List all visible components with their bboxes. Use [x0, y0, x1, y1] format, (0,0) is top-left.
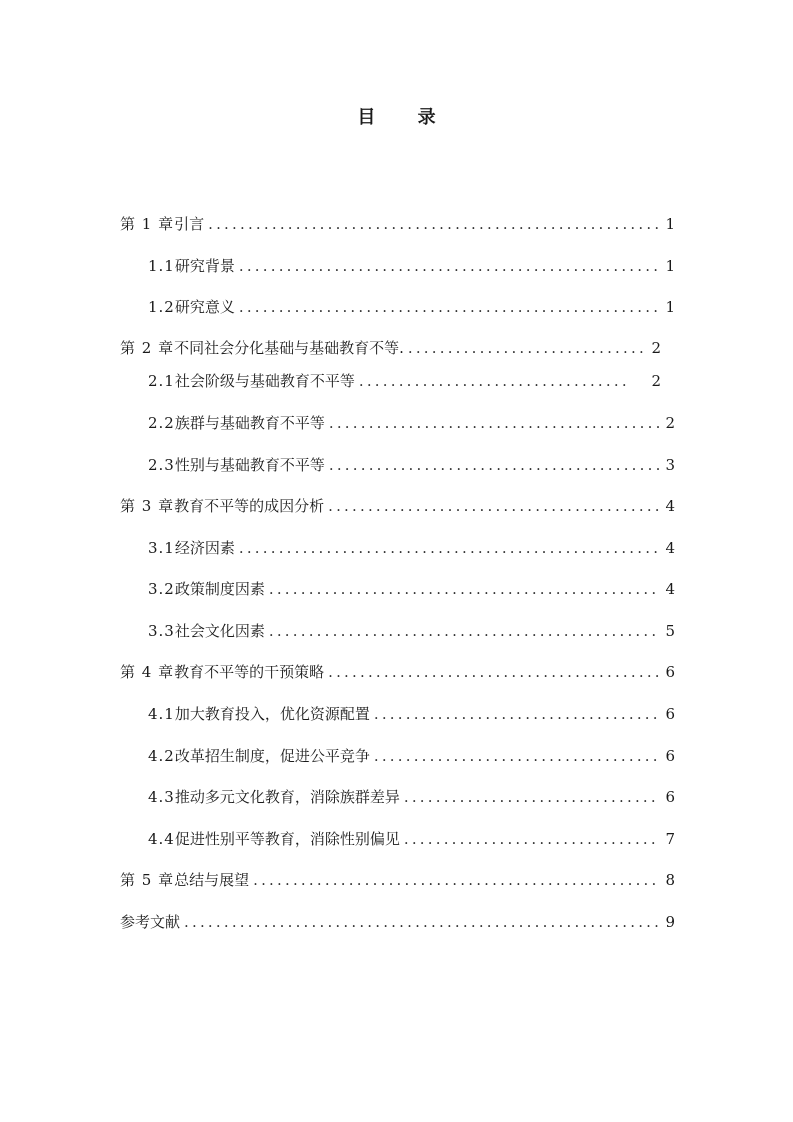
dot-leader — [328, 660, 659, 684]
toc-entry-section-3-1[interactable] — [148, 536, 675, 560]
dot-leader — [408, 336, 645, 360]
dot-leader — [208, 212, 659, 236]
toc-entry-section-3-2[interactable] — [148, 577, 675, 601]
dot-leader — [329, 453, 659, 477]
toc-entry-label: 引言 — [174, 215, 205, 233]
toc-entry-chapter-1[interactable] — [120, 212, 675, 236]
toc-entry-label: 推动多元文化教育，消除族群差异 — [174, 788, 400, 806]
toc-entry-label: 促进性别平等教育，消除性别偏见 — [174, 830, 400, 848]
toc-entry-page: 2 — [651, 372, 661, 390]
toc-entry-page: 1 — [665, 215, 675, 233]
toc-entry-page: 1 — [665, 257, 675, 275]
toc-entry-number: 第 2 章 — [120, 339, 175, 357]
toc-entry-section-4-2[interactable] — [148, 744, 675, 768]
toc-entry-references[interactable] — [120, 910, 675, 934]
toc-entry-label: 社会阶级与基础教育不平等 — [174, 372, 355, 390]
toc-entry-label: 经济因素 — [174, 539, 235, 557]
toc-entry-page: 1 — [665, 298, 675, 316]
dot-leader — [239, 536, 659, 560]
toc-entry-number: 1.1 — [148, 257, 175, 275]
toc-entry-number: 4.1 — [148, 705, 175, 723]
toc-entry-page: 4 — [665, 580, 675, 598]
toc-entry-number: 第 3 章 — [120, 497, 175, 515]
toc-entry-number: 2.2 — [148, 414, 175, 432]
dot-leader — [328, 494, 659, 518]
toc-entry-label: 社会文化因素 — [174, 622, 265, 640]
toc-entry-label: 改革招生制度，促进公平竞争 — [174, 747, 370, 765]
toc-entry-label: 加大教育投入，优化资源配置 — [174, 705, 370, 723]
dot-leader — [374, 702, 659, 726]
toc-entry-label: 族群与基础教育不平等 — [174, 414, 325, 432]
toc-entry-chapter-3[interactable] — [120, 494, 675, 518]
toc-entry-number: 4.4 — [148, 830, 175, 848]
toc-entry-number: 2.3 — [148, 456, 175, 474]
toc-entry-number: 第 4 章 — [120, 663, 175, 681]
dot-leader — [253, 868, 659, 892]
toc-entry-number: 1.2 — [148, 298, 175, 316]
toc-entry-number: 4.2 — [148, 747, 175, 765]
toc-entry-section-4-4[interactable] — [148, 827, 675, 851]
toc-entry-label: 教育不平等的成因分析 — [174, 497, 325, 515]
toc-entry-section-4-1[interactable] — [148, 702, 675, 726]
toc-entry-label: 教育不平等的干预策略 — [174, 663, 325, 681]
toc-entry-page: 6 — [665, 747, 675, 765]
toc-entry-page: 6 — [665, 705, 675, 723]
toc-entry-label: 性别与基础教育不平等 — [174, 456, 325, 474]
toc-entry-page: 7 — [665, 830, 675, 848]
toc-entry-label: 政策制度因素 — [174, 580, 265, 598]
dot-leader — [374, 744, 659, 768]
dot-leader — [329, 411, 659, 435]
toc-entry-number: 4.3 — [148, 788, 175, 806]
toc-title: 目 录 — [357, 107, 454, 128]
toc-entry-number: 第 1 章 — [120, 215, 175, 233]
toc-entry-section-3-3[interactable] — [148, 619, 675, 643]
toc-entry-section-1-1[interactable] — [148, 254, 675, 278]
toc-entry-section-1-2[interactable] — [148, 295, 675, 319]
toc-entry-page: 6 — [665, 788, 675, 806]
toc-entry-chapter-4[interactable] — [120, 660, 675, 684]
dot-leader — [404, 785, 659, 809]
toc-entry-page: 4 — [665, 539, 675, 557]
toc-entry-label: 研究背景 — [174, 257, 235, 275]
dot-leader — [184, 910, 659, 934]
toc-entry-number: 3.2 — [148, 580, 175, 598]
toc-entry-page: 3 — [665, 456, 675, 474]
dot-leader — [359, 369, 631, 393]
toc-entry-page: 9 — [665, 913, 675, 931]
dot-leader — [269, 577, 659, 601]
dot-leader — [239, 254, 659, 278]
toc-entry-chapter-2[interactable] — [120, 336, 675, 360]
toc-entry-page: 5 — [665, 622, 675, 640]
dot-leader — [269, 619, 659, 643]
toc-entry-label: 不同社会分化基础与基础教育不等. — [174, 339, 404, 357]
toc-entry-chapter-5[interactable] — [120, 868, 675, 892]
toc-entry-number: 第 5 章 — [120, 871, 175, 889]
toc-entry-number: 2.1 — [148, 372, 175, 390]
toc-entry-page: 6 — [665, 663, 675, 681]
toc-entry-section-4-3[interactable] — [148, 785, 675, 809]
toc-entry-number: 3.1 — [148, 539, 175, 557]
toc-entry-label: 研究意义 — [174, 298, 235, 316]
toc-entry-label: 参考文献 — [120, 913, 181, 931]
toc-entry-number: 3.3 — [148, 622, 175, 640]
toc-entry-section-2-3[interactable] — [148, 453, 675, 477]
toc-entry-page: 2 — [651, 339, 661, 357]
toc-entry-page: 2 — [665, 414, 675, 432]
toc-entry-label: 总结与展望 — [174, 871, 250, 889]
toc-entry-page: 8 — [665, 871, 675, 889]
toc-entry-page: 4 — [665, 497, 675, 515]
toc-entry-section-2-2[interactable] — [148, 411, 675, 435]
dot-leader — [239, 295, 659, 319]
dot-leader — [404, 827, 659, 851]
toc-entry-section-2-1[interactable] — [148, 369, 675, 393]
